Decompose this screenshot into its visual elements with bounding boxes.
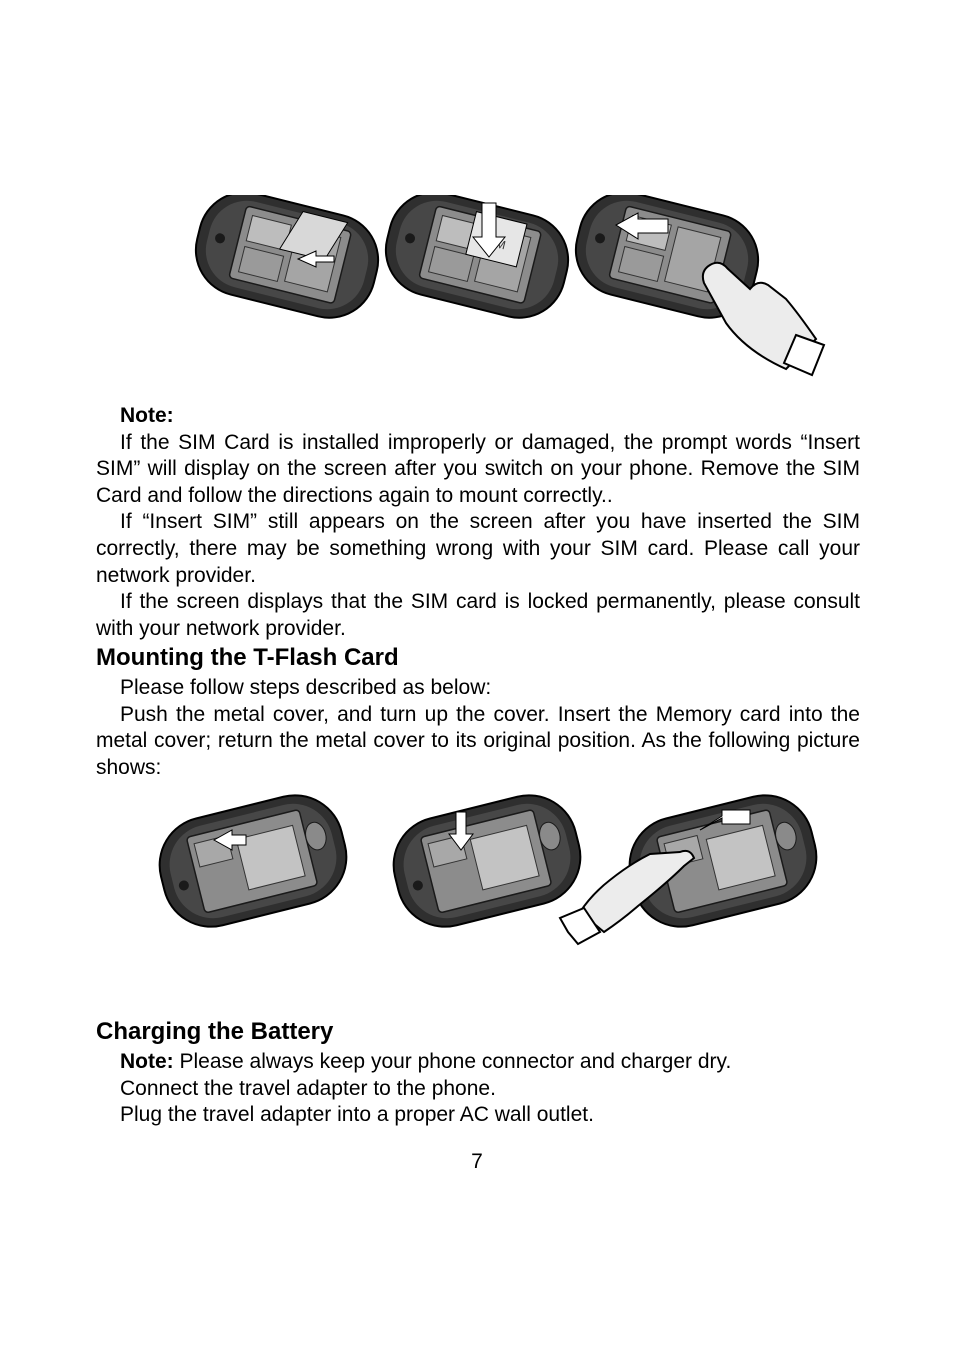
- tflash-step-2-phone: [383, 785, 590, 937]
- note-block: [96, 403, 860, 642]
- battery-heading: Charging the Battery: [96, 1018, 334, 1045]
- sim-step-2-phone: [376, 195, 578, 327]
- note-paragraph-2: If “Insert SIM” still appears on the screen after you have inserted the SIM correctly, there may be something wrong with your SIM card. Please call your network provider.: [96, 510, 860, 587]
- sim-step-1-phone: [190, 195, 388, 327]
- page-number: 7: [471, 1150, 483, 1173]
- note-label: Note:: [120, 404, 174, 427]
- tflash-step-1-phone: [150, 785, 357, 937]
- note-paragraph-1: If the SIM Card is installed improperly or damaged, the prompt words “Insert SIM” will display on the screen after you switch on your phone. Remove the SIM Card and follow the directions again to mount correctly..: [96, 430, 860, 507]
- note-paragraph-3: If the screen displays that the SIM card is locked permanently, please consult with your network provider.: [96, 590, 860, 640]
- tflash-body: Push the metal cover, and turn up the cover. Insert the Memory card into the metal cover; return the metal cover to its original position. As the following picture shows:: [96, 702, 860, 779]
- battery-note-line: [96, 1049, 860, 1076]
- battery-block: [96, 1049, 860, 1129]
- tflash-card-illustration: [150, 780, 830, 960]
- sim-card-illustration: [190, 195, 830, 377]
- battery-note-text: Please always keep your phone connector and charger dry.: [173, 1050, 732, 1073]
- hand-icon: [703, 263, 824, 375]
- battery-line-2: Plug the travel adapter into a proper AC wall outlet.: [120, 1103, 594, 1127]
- battery-line-1: Connect the travel adapter to the phone.: [120, 1076, 496, 1100]
- tflash-intro: Please follow steps described as below:: [120, 676, 492, 699]
- tflash-block: [96, 675, 860, 781]
- battery-note-label: Note:: [120, 1050, 174, 1073]
- tflash-heading: Mounting the T-Flash Card: [96, 644, 399, 671]
